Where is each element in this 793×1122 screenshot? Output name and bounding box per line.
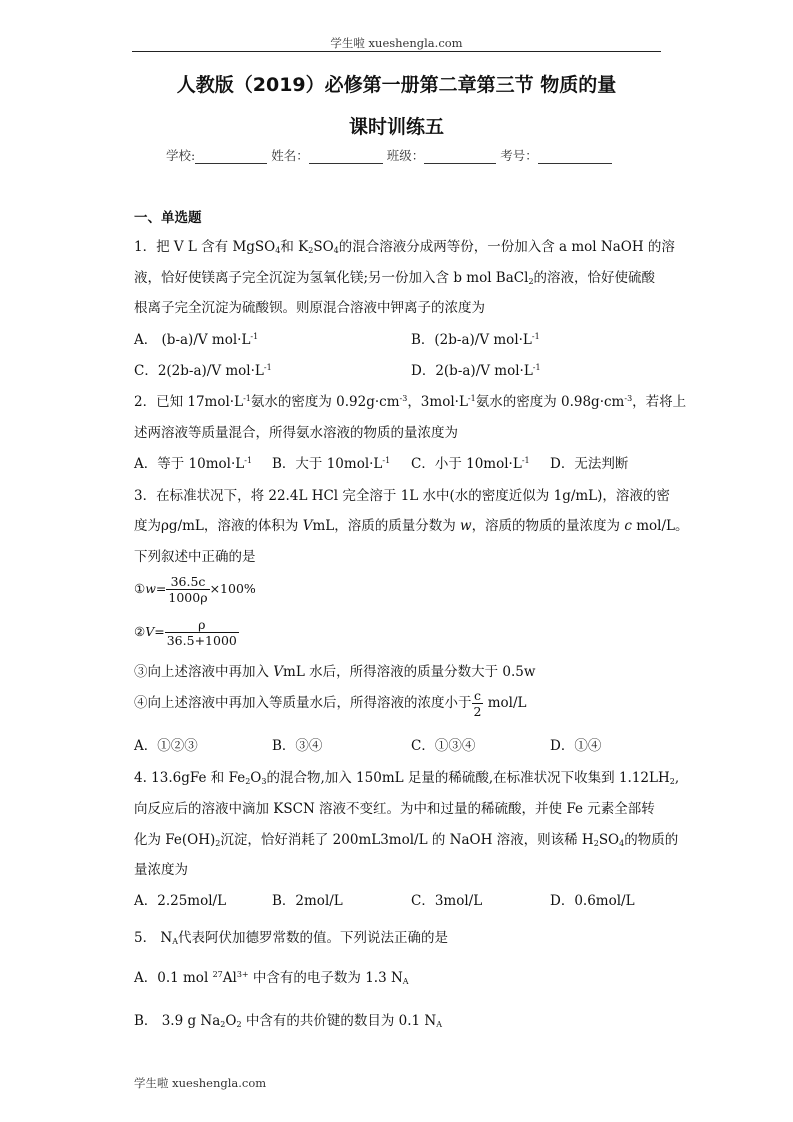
q5-option-b: B． 3.9 g $Na_2O_2$ 中含有的共价键的数目为 0.1 $N_A$ (134, 1013, 442, 1029)
q4-option-d: D．0.6mol/L (550, 893, 635, 909)
q3-line3: 下列叙述中正确的是 (134, 549, 256, 565)
q2-option-c: C．小于 $10mol\cdot L^{-1}$ (411, 456, 530, 472)
q3-option-c: C．①③④ (411, 738, 476, 754)
q3-statement-4: ④向上述溶液中再加入等质量水后，所得溶液的浓度小于 $\frac{c}{2}$ mol/L (134, 688, 527, 719)
q1-line3: 根离子完全沉淀为硫酸钡。则原混合溶液中钾离子的浓度为 (134, 300, 485, 316)
class-label: 班级： (386, 148, 425, 163)
q1-line1: 1．把 V L 含有 MgSO$_4$和 $K_2SO_4$的混合溶液分成两等份，一份加入含 a mol NaOH 的溶 (134, 239, 675, 255)
q2-option-b: B．大于 $10mol\cdot L^{-1}$ (272, 456, 391, 472)
q2-line1: 2．已知 $17mol\cdot L^{-1}$氨水的密度为 $0.92g\cdot cm^{-3}$，$3mol\cdot L^{-1}$氨水的密度为 $0.98g\cdot cm^{-3}$，若将上 (134, 394, 687, 410)
q3-line1: 3．在标准状况下，将 22.4L HCl 完全溶于 1L 水中(水的密度近似为 1g/mL)，溶液的密 (134, 488, 670, 504)
name-label: 姓名： (271, 148, 309, 163)
q4-line3: 化为 $Fe(OH)_2$沉淀，恰好消耗了 200mL3mol/L 的 NaOH 溶液，则该稀 $H_2SO_4$的物质的 (134, 832, 679, 848)
q5-option-a: A．0.1 mol $^{27}Al^{3+}$ 中含有的电子数为 1.3 $N_A$ (134, 970, 409, 986)
q3-line2: 度为ρg/mL，溶液的体积为 VmL，溶质的质量分数为 w，溶质的物质的量浓度为 c mol/L。 (134, 518, 689, 534)
document-subtitle: 课时训练五 (348, 116, 444, 138)
q3-option-a: A．①②③ (134, 738, 198, 754)
name-blank (309, 149, 383, 164)
section-heading: 一、单选题 (134, 210, 202, 226)
q3-statement-3: ③向上述溶液中再加入 VmL 水后，所得溶液的质量分数大于 0.5w (134, 664, 536, 680)
page-footer: 学生啦 xueshengla.com (134, 1076, 267, 1090)
class-blank (424, 149, 496, 164)
q2-line2: 述两溶液等质量混合，所得氨水溶液的物质的量浓度为 (134, 425, 458, 441)
q1-option-d: D．2(b-a)/V $mol\cdot L^{-1}$ (411, 363, 541, 379)
q3-option-b: B．③④ (272, 738, 323, 754)
q4-option-b: B．2mol/L (272, 893, 343, 909)
school-label: 学校: (166, 148, 196, 163)
q1-line2: 液，恰好使镁离子完全沉淀为氢氧化镁;另一份加入含 b mol BaCl$_2$的溶液，恰好使硫酸 (134, 270, 656, 286)
q4-line2: 向反应后的溶液中滴加 KSCN 溶液不变红。为中和过量的稀硫酸，并使 Fe 元素全部转 (134, 801, 655, 817)
q1-option-c: C．2(2b-a)/V $mol\cdot L^{-1}$ (134, 363, 272, 379)
q3-fraction-4: $\frac{c}{2}$ (473, 688, 482, 719)
document-title: 人教版（2019）必修第一册第二章第三节 物质的量 (176, 74, 617, 96)
q4-line4: 量浓度为 (134, 862, 188, 878)
q4-option-c: C．3mol/L (411, 893, 483, 909)
q4-option-a: A．2.25mol/L (134, 893, 227, 909)
q1-option-a: A． (b-a)/V $mol\cdot L^{-1}$ (134, 332, 259, 348)
page-header: 学生啦 xueshengla.com (330, 36, 463, 50)
q2-option-d: D．无法判断 (550, 456, 629, 472)
q3-fraction-1: $\frac{36.5c}{1000\rho}$ (168, 574, 208, 605)
q5-line1: 5． $N_A$代表阿伏加德罗常数的值。下列说法正确的是 (134, 930, 448, 946)
q2-option-a: A．等于 $10mol\cdot L^{-1}$ (134, 456, 253, 472)
q3-option-d: D．①④ (550, 738, 602, 754)
q1-option-b: B．(2b-a)/V $mol\cdot L^{-1}$ (411, 332, 540, 348)
header-divider (132, 51, 661, 52)
number-blank (538, 149, 612, 164)
number-label: 考号： (500, 148, 538, 163)
school-blank (195, 149, 267, 164)
q3-fraction-2: $\frac{\rho}{36.5+1000}$ (166, 617, 237, 648)
q3-statement-1: ①w= $\frac{36.5c}{1000\rho}$ ×100% (134, 574, 256, 605)
student-info-row (166, 146, 612, 164)
q4-line1: 4. 13.6gFe 和 $Fe_2O_3$的混合物,加入 150mL 足量的稀硫酸,在标准状况下收集到 $1.12LH_2$, (134, 770, 680, 786)
q3-statement-2: ②V= $\frac{\rho}{36.5+1000}$ (134, 617, 237, 648)
